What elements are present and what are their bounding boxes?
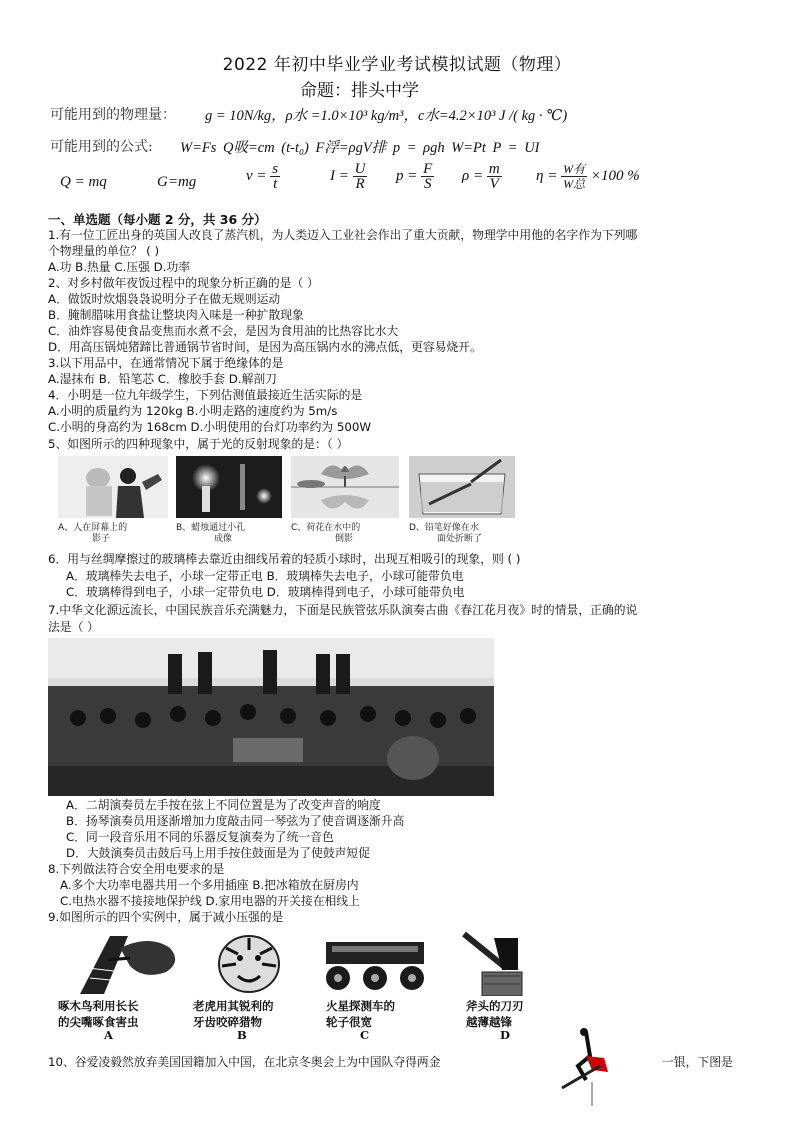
- q9-caption-d: 斧头的刀刃 越薄越锋 D: [466, 999, 524, 1042]
- q9-caption-c: 火星探测车的 轮子很宽 C: [326, 999, 395, 1042]
- q9-image-axe: [454, 928, 544, 996]
- formulas-label: 可能用到的公式:: [50, 139, 153, 155]
- q8-options-ab: A.多个大功率电器共用一个多用插座 B.把冰箱放在厨房内: [60, 878, 359, 892]
- formula-current: I = $\frac{U}{R}$: [330, 161, 366, 192]
- q9-caption-b: 老虎用其锐利的 牙齿咬碎猎物 B: [193, 999, 274, 1042]
- q10-image-skier: [556, 1026, 614, 1108]
- formula-heat-fuel: Q = mq: [60, 174, 107, 190]
- q4-options-ab: A.小明的质量约为 120kg B.小明走路的速度约为 5m/s: [48, 404, 338, 418]
- q2-stem: 2、对乡村做年夜饭过程中的现象分析正确的是（ ）: [48, 276, 319, 290]
- formula-pressure: p = $\frac{F}{S}$: [396, 161, 433, 192]
- q5-caption-a: A、人在屏幕上的 影子: [58, 523, 128, 544]
- q4-options-cd: C.小明的身高约为 168cm D.小明使用的台灯功率约为 500W: [48, 420, 372, 434]
- q1-line2: 个物理量的单位？ ( ): [48, 244, 160, 258]
- q5-stem: 5、如图所示的四种现象中，属于光的反射现象的是：（ ）: [48, 437, 349, 451]
- q7-image-orchestra: [48, 638, 494, 796]
- q6-options-ab: A．玻璃棒失去电子，小球一定带正电 B．玻璃棒失去电子，小球可能带负电: [66, 569, 464, 583]
- q10-text-right: 一银，下图是: [662, 1055, 733, 1069]
- q4-stem: 4．小明是一位九年级学生，下列估测值最接近生活实际的是: [48, 388, 363, 402]
- q6-options-cd: C．玻璃棒得到电子，小球一定带负电 D．玻璃棒得到电子，小球可能带负电: [66, 585, 465, 599]
- q5-image-pinhole: [176, 456, 282, 518]
- q6-stem: 6．用与丝绸摩擦过的玻璃棒去靠近由细线吊着的轻质小球时，出现互相吸引的现象，则 ( ): [48, 552, 521, 566]
- formula-density: ρ = $\frac{m}{V}$: [462, 161, 500, 192]
- q5-image-shadow: [58, 456, 168, 518]
- q2-option-d: D．用高压锅炖猪蹄比普通锅节省时间，是因为高压锅内水的沸点低，更容易烧开。: [48, 340, 482, 354]
- q1-options: A.功 B.热量 C.压强 D.功率: [48, 260, 191, 274]
- q5-caption-c: C、荷花在水中的 倒影: [291, 523, 361, 544]
- q5-image-lotus: [291, 456, 399, 518]
- constants-values: g = 10N/kg，ρ水 =1.0×10³ kg/m³，c水=4.2×10³ J /( kg · ℃): [205, 108, 568, 124]
- formulas-line1: W=Fs Q吸=cm (t-t₀) F浮=ρgV排 p = ρgh W=Pt P = UI: [180, 140, 540, 156]
- constants-label: 可能用到的物理量：: [50, 107, 176, 123]
- q3-options: A.湿抹布 B．铅笔芯 C．橡胶手套 D.解剖刀: [48, 372, 277, 386]
- page-title: 2022 年初中毕业学业考试模拟试题（物理）: [222, 55, 572, 75]
- q7-option-c: C．同一段音乐用不同的乐器反复演奏为了统一音色: [66, 830, 334, 844]
- q8-options-cd: C.电热水器不接接地保护线 D.家用电器的开关接在相线上: [60, 894, 360, 908]
- page-subtitle: 命题：排头中学: [300, 81, 419, 101]
- formula-gravity: G=mg: [157, 174, 197, 190]
- section-heading: 一、单选题（每小题 2 分，共 36 分）: [48, 212, 267, 227]
- q8-stem: 8.下列做法符合安全用电要求的是: [48, 862, 225, 876]
- q7-option-b: B．扬琴演奏员用逐渐增加力度敲击同一琴弦为了使音调逐渐升高: [66, 814, 405, 828]
- q7-option-d: D．大鼓演奏员击鼓后马上用手按住鼓面是为了使鼓声短促: [66, 846, 371, 860]
- q7-option-a: A．二胡演奏员左手按在弦上不同位置是为了改变声音的响度: [66, 798, 381, 812]
- q7-line1: 7.中华文化源远流长，中国民族音乐充满魅力，下面是民族管弦乐队演奏古曲《春江花月夜》时的情景，正确的说: [48, 603, 638, 617]
- q9-caption-a: 啄木鸟利用长长 的尖嘴啄食害虫 A: [58, 999, 139, 1042]
- q2-option-c: C．油炸容易使食品变焦而水煮不会，是因为食用油的比热容比水大: [48, 324, 399, 338]
- q10-text-left: 10、谷爱凌毅然放弃美国国籍加入中国，在北京冬奥会上为中国队夺得两金: [48, 1055, 441, 1069]
- q9-image-woodpecker: [70, 928, 188, 996]
- q5-image-pencil: [409, 456, 515, 518]
- q7-line2: 法是（ ）: [48, 620, 99, 634]
- q1-line1: 1.有一位工匠出身的英国人改良了蒸汽机，为人类迈入工业社会作出了重大贡献，物理学中用他的名字作为下列哪: [48, 228, 638, 242]
- q9-image-tiger: [208, 928, 290, 996]
- q3-stem: 3.以下用品中，在通常情况下属于绝缘体的是: [48, 356, 284, 370]
- q5-caption-b: B、蜡烛通过小孔 成像: [176, 523, 246, 544]
- q2-option-a: A．做饭时炊烟袅袅说明分子在做无规则运动: [48, 292, 281, 306]
- q9-image-mars-rover: [312, 934, 438, 996]
- q2-option-b: B．腌制腊味用食盐让整块肉入味是一种扩散现象: [48, 308, 304, 322]
- q9-stem: 9.如图所示的四个实例中，属于减小压强的是: [48, 910, 284, 924]
- formula-speed: v = $\frac{s}{t}$: [246, 161, 279, 192]
- formula-efficiency: η = $\frac{\text{W有}}{\text{W总}}$ ×100 %: [536, 162, 640, 191]
- q5-caption-d: D、铅笔好像在水 面处折断了: [409, 523, 483, 544]
